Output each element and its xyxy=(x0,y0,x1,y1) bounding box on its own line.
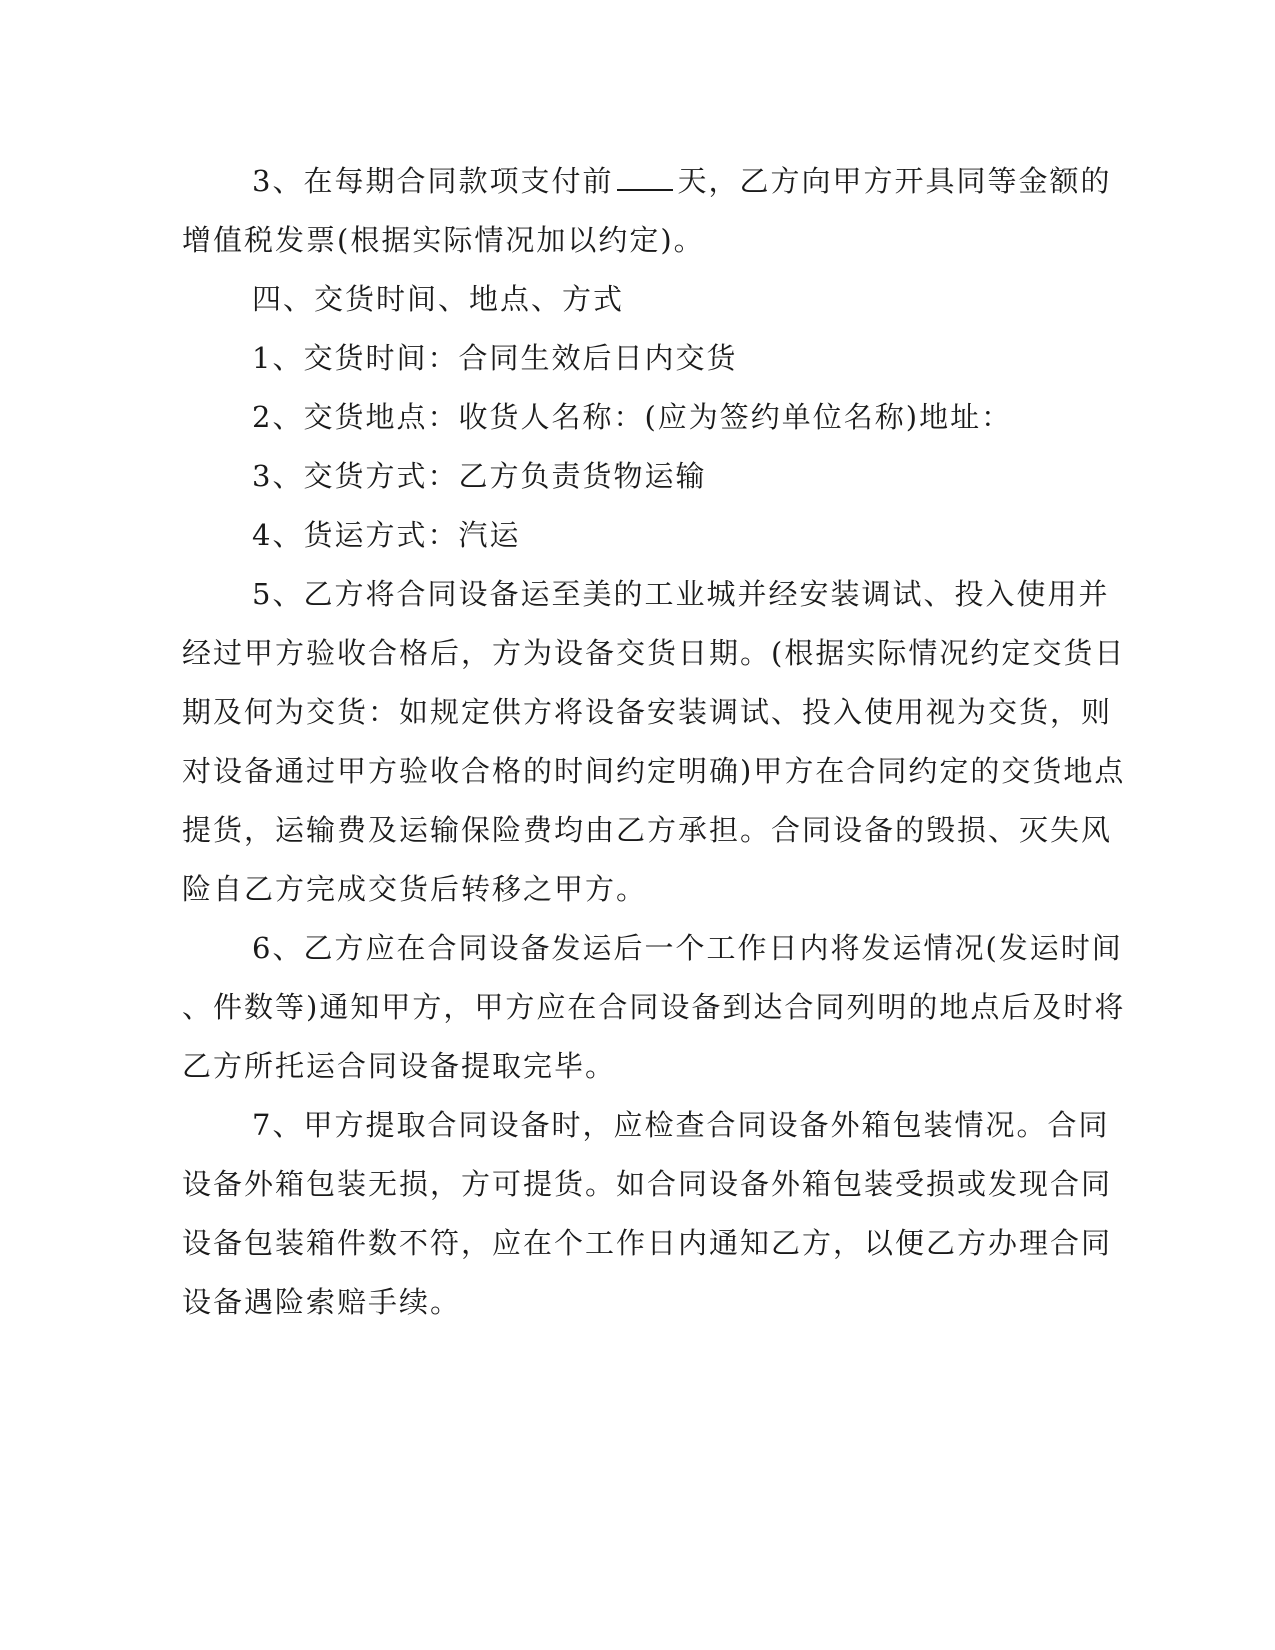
clause-shipping-method xyxy=(182,506,1075,565)
clause-inspection xyxy=(182,1096,1113,1332)
paragraph-line: 提货，运输费及运输保险费均由乙方承担。合同设备的毁损、灭失风 xyxy=(182,813,1113,847)
paragraph-line: 设备遇险索赔手续。 xyxy=(182,1285,462,1319)
text-segment: 天，乙方向甲方开具同等金额的 xyxy=(677,164,1112,198)
text-segment: 3、在每期合同款项支付前 xyxy=(252,164,614,198)
fill-in-blank xyxy=(617,163,673,191)
clause-delivery-place xyxy=(182,388,1075,447)
paragraph-line: 乙方所托运合同设备提取完毕。 xyxy=(182,1049,617,1083)
clause-text: 3、交货方式：乙方负责货物运输 xyxy=(252,459,707,493)
clause-shipment-notice xyxy=(182,919,1126,1096)
paragraph-line: 对设备通过甲方验收合格的时间约定明确)甲方在合同约定的交货地点 xyxy=(182,754,1126,788)
paragraph-invoice xyxy=(182,152,1112,270)
paragraph-line: 期及何为交货：如规定供方将设备安装调试、投入使用视为交货，则 xyxy=(182,695,1113,729)
paragraph-line: 设备包装箱件数不符，应在个工作日内通知乙方，以便乙方办理合同 xyxy=(182,1226,1113,1260)
paragraph-line: 增值税发票(根据实际情况加以约定)。 xyxy=(182,223,705,257)
paragraph-line xyxy=(182,152,1112,211)
paragraph-line: 、件数等)通知甲方，甲方应在合同设备到达合同列明的地点后及时将 xyxy=(182,990,1126,1024)
section-heading-text: 四、交货时间、地点、方式 xyxy=(252,282,625,316)
clause-delivery-date xyxy=(182,565,1126,919)
paragraph-line: 险自乙方完成交货后转移之甲方。 xyxy=(182,872,648,906)
document-page xyxy=(182,152,1126,1332)
paragraph-line: 6、乙方应在合同设备发运后一个工作日内将发运情况(发运时间 xyxy=(252,931,1123,965)
clause-text: 2、交货地点：收货人名称：(应为签约单位名称)地址： xyxy=(252,400,1013,434)
section-heading xyxy=(182,270,1075,329)
clause-text: 1、交货时间：合同生效后日内交货 xyxy=(252,341,738,375)
paragraph-line: 设备外箱包装无损，方可提货。如合同设备外箱包装受损或发现合同 xyxy=(182,1167,1113,1201)
paragraph-line: 5、乙方将合同设备运至美的工业城并经安装调试、投入使用并 xyxy=(252,577,1110,611)
clause-delivery-method xyxy=(182,447,1075,506)
paragraph-line: 经过甲方验收合格后，方为设备交货日期。(根据实际情况约定交货日 xyxy=(182,636,1126,670)
clause-delivery-time xyxy=(182,329,1075,388)
clause-text: 4、货运方式：汽运 xyxy=(252,518,521,552)
paragraph-line: 7、甲方提取合同设备时，应检查合同设备外箱包装情况。合同 xyxy=(252,1108,1110,1142)
